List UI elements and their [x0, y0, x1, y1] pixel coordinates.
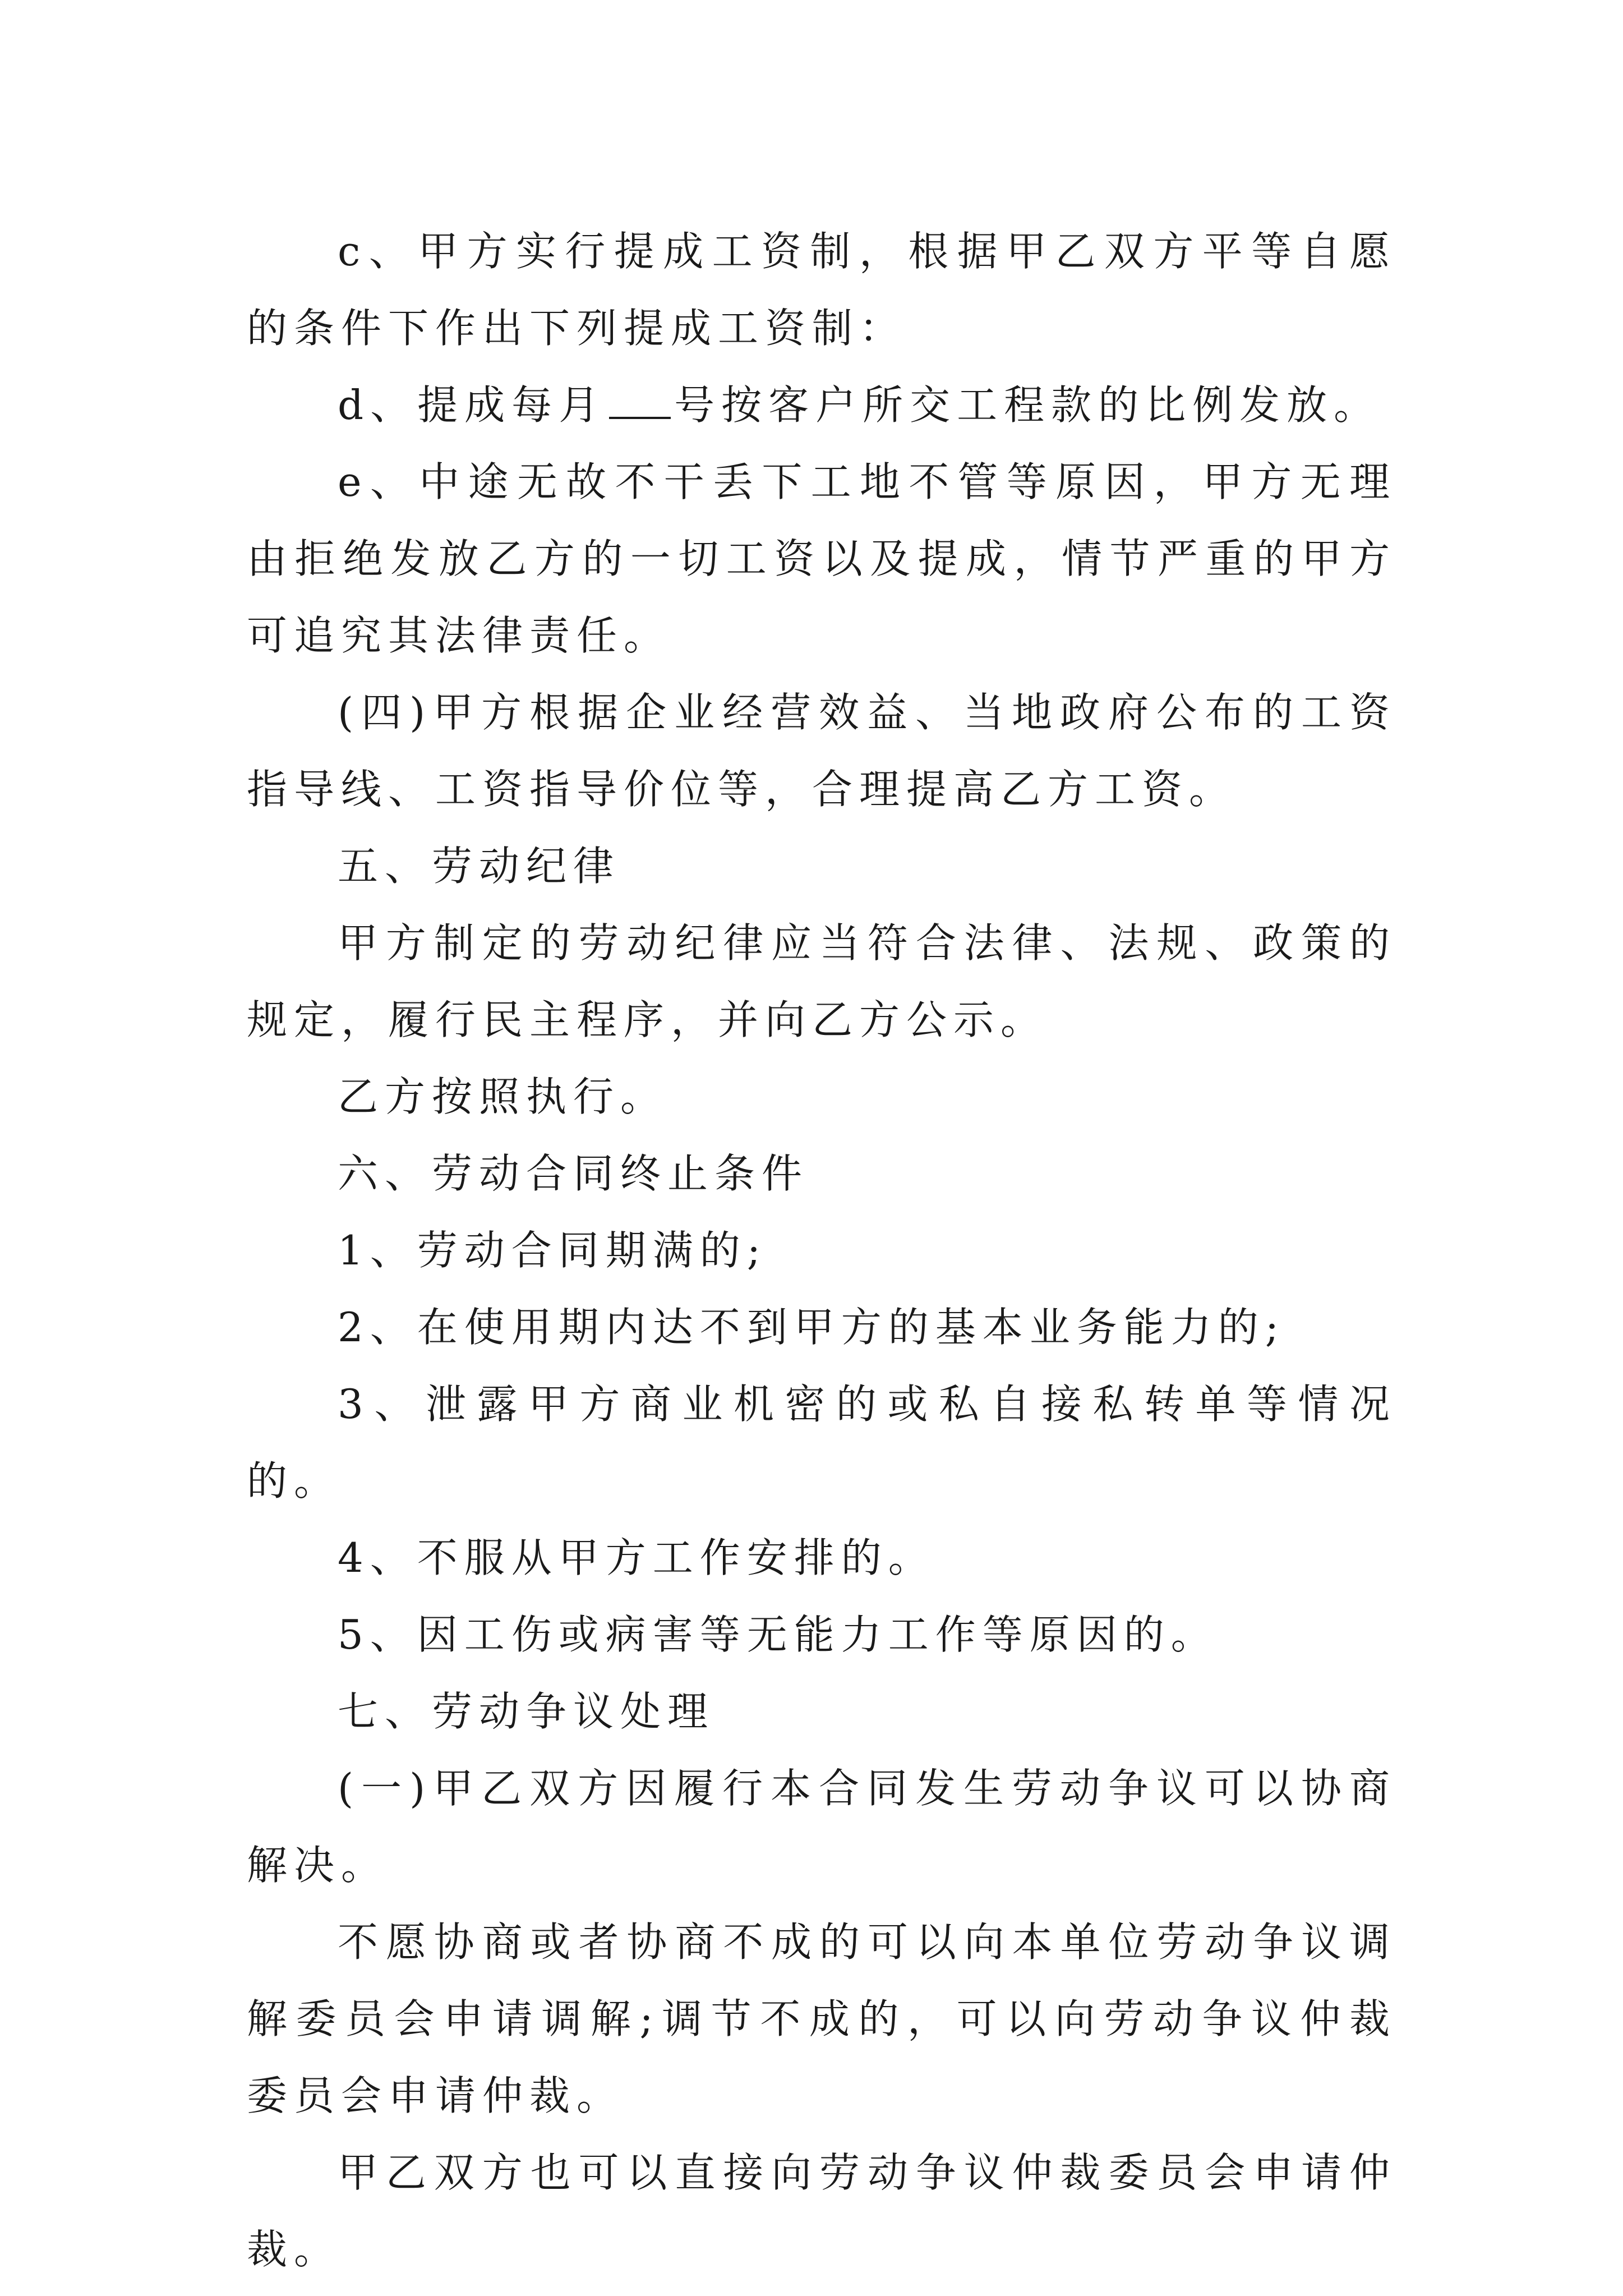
list-item-termination-3: 3、泄露甲方商业机密的或私自接私转单等情况的。: [247, 1381, 1396, 1504]
paragraph-salary-increase: (四)甲方根据企业经营效益、当地政府公布的工资指导线、工资指导价位等，合理提高乙方工资。: [247, 689, 1396, 813]
paragraph-abandonment-clause: e、中途无故不干丢下工地不管等原因，甲方无理由拒绝发放乙方的一切工资以及提成，情节严重的甲方可追究其法律责任。: [247, 458, 1396, 659]
paragraph-commission-payday: [247, 367, 1396, 444]
paragraph-dispute-negotiation: (一)甲乙双方因履行本合同发生劳动争议可以协商解决。: [247, 1765, 1396, 1889]
section-heading-termination-conditions: 六、劳动合同终止条件: [338, 1150, 809, 1197]
list-item-termination-4: 4、不服从甲方工作安排的。: [338, 1534, 935, 1581]
paragraph-discipline-execution: 乙方按照执行。: [338, 1073, 668, 1120]
section-heading-dispute-resolution: 七、劳动争议处理: [338, 1688, 715, 1735]
list-item-termination-5: 5、因工伤或病害等无能力工作等原因的。: [338, 1611, 1218, 1658]
paragraph-discipline-rules: 甲方制定的劳动纪律应当符合法律、法规、政策的规定，履行民主程序，并向乙方公示。: [247, 919, 1396, 1043]
paragraph-commission-payday-start: d、提成每月: [338, 381, 606, 429]
paragraph-dispute-mediation: 不愿协商或者协商不成的可以向本单位劳动争议调解委员会申请调解;调节不成的，可以向劳动争议仲裁委员会申请仲裁。: [247, 1918, 1396, 2119]
paragraph-commission-salary: c、甲方实行提成工资制，根据甲乙双方平等自愿的条件下作出下列提成工资制：: [247, 228, 1396, 352]
paragraph-dispute-arbitration: 甲乙双方也可以直接向劳动争议仲裁委员会申请仲裁。: [247, 2149, 1396, 2273]
paragraph-commission-payday-end: 号按客户所交工程款的比例发放。: [674, 381, 1381, 429]
list-item-termination-1: 1、劳动合同期满的;: [338, 1227, 768, 1274]
fill-in-blank-day: [609, 384, 671, 419]
document-body: [247, 213, 1396, 2288]
list-item-termination-2: 2、在使用期内达不到甲方的基本业务能力的;: [338, 1304, 1286, 1351]
section-heading-labor-discipline: 五、劳动纪律: [338, 843, 621, 890]
